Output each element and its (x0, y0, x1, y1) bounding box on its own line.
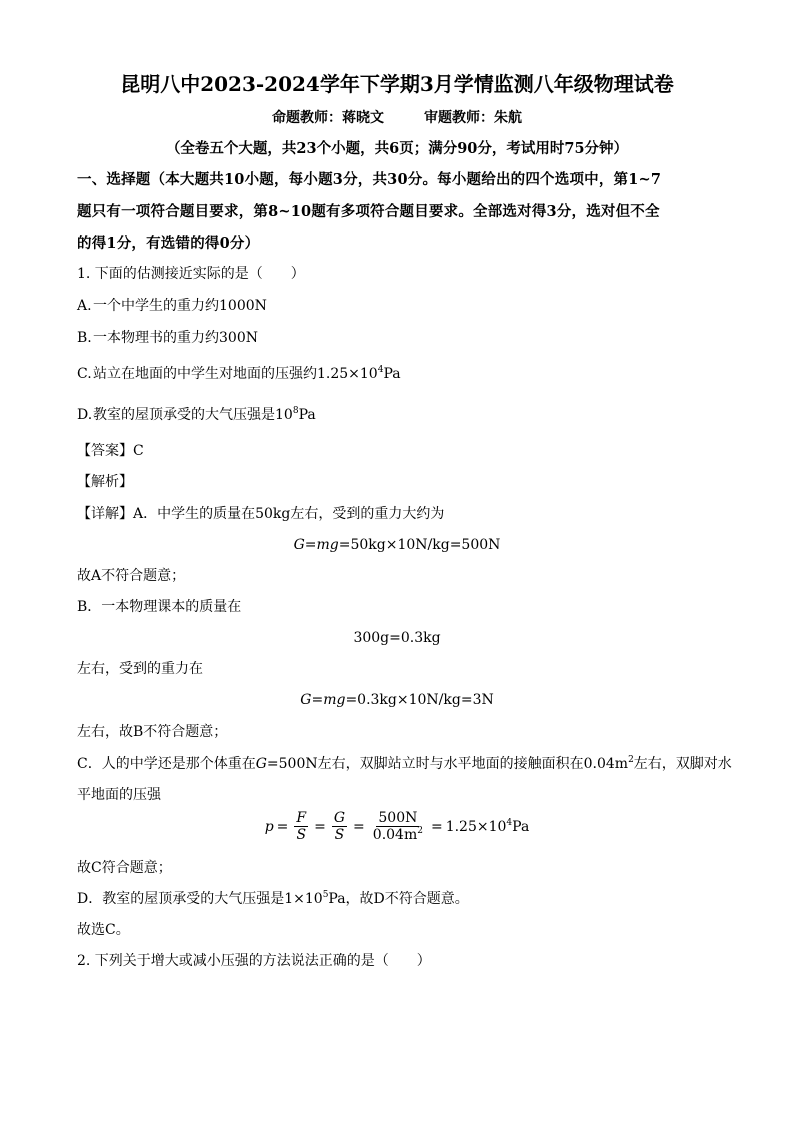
b-mass: 300g=0.3kg (353, 630, 441, 646)
d-line (77, 889, 469, 909)
option-text: 教室的屋顶承受的大气压强是 (93, 407, 275, 423)
numerator-value: 500N (378, 810, 418, 826)
formula-gravity-a (0, 535, 794, 555)
option-value: 1.25×10 (317, 366, 378, 382)
option-unit: Pa (298, 407, 316, 423)
fraction-f-over-s (294, 810, 308, 843)
option-value: 10 (275, 407, 293, 423)
section-1-heading-line-3: 的得1分，有选错的得0分） (77, 235, 260, 252)
question-1-option-a (77, 296, 267, 316)
answer-tag: 【答案】 (77, 443, 133, 459)
formula-rest: =0.3kg×10N/kg=3N (345, 692, 494, 708)
reviewer-name: 审题教师：朱航 (424, 110, 522, 126)
c-text-c: 左右，双脚对水 (633, 756, 732, 772)
fraction-g-over-s (332, 810, 347, 843)
detail-intro: 【详解】A．中学生的质量在50kg左右，受到的重力大约为 (77, 506, 445, 522)
pressure-result (446, 819, 530, 835)
question-1-option-c (77, 364, 401, 384)
result-unit: Pa (512, 818, 530, 835)
d-text-b: Pa，故D不符合题意。 (328, 891, 469, 907)
a-conclusion: 故A不符合题意； (77, 568, 186, 584)
equals-sign: = (304, 537, 317, 553)
exam-summary: （全卷五个大题，共23个小题，共6页；满分90分，考试用时75分钟） (165, 140, 629, 157)
question-2-stem: 2. 下列关于增大或减小压强的方法说法正确的是（ ） (77, 953, 431, 969)
section-1-heading-line-2: 题只有一项符合题目要求，第8~10题有多项符合题目要求。全部选对得3分，选对但不全 (77, 203, 660, 220)
c-text-b: =500N左右，双脚站立时与水平地面的接触面积在0.04m (266, 756, 629, 772)
formula-gravity-b (0, 690, 794, 710)
numerator-g: G (333, 810, 346, 826)
option-unit: Pa (383, 366, 401, 382)
question-1-option-b (77, 328, 258, 348)
page-title: 昆明八中2023-2024学年下学期3月学情监测八年级物理试卷 (120, 72, 674, 96)
equals-sign: = (276, 818, 289, 835)
formula-rest: =50kg×10N/kg=500N (338, 537, 501, 553)
d-exponent: 5 (322, 890, 329, 900)
c-line-1 (77, 754, 732, 774)
formula-pressure (0, 810, 794, 843)
option-text: 一个中学生的重力约1000N (93, 298, 267, 314)
c-text-a: C．人的中学还是那个体重在 (77, 756, 256, 772)
symbol-p: p (264, 818, 274, 835)
b-conclusion: 左右，故B不符合题意； (77, 724, 228, 740)
result-value: 1.25×10 (445, 818, 507, 835)
analysis-tag: 【解析】 (77, 474, 133, 490)
option-text: 站立在地面的中学生对地面的压强约 (93, 366, 317, 382)
option-letter: D. (77, 407, 93, 423)
result-exponent: 4 (506, 817, 513, 828)
fraction-values (371, 810, 425, 843)
b-intro: B．一本物理课本的质量在 (77, 599, 242, 615)
question-1-stem: 1. 下面的估测接近实际的是（ ） (77, 266, 305, 282)
answer-line (77, 441, 144, 461)
denominator-s: S (296, 827, 307, 843)
option-exponent: 8 (292, 406, 299, 416)
equals-sign: = (353, 818, 365, 835)
symbol-g: G (255, 756, 267, 772)
symbol-g: G (300, 692, 312, 708)
numerator-f: F (296, 810, 307, 826)
area-exponent: 2 (628, 755, 634, 765)
section-1-heading-line-1: 一、选择题（本大题共10小题，每小题3分，共30分。每小题给出的四个选项中，第1~7 (77, 171, 662, 188)
option-text: 一本物理书的重力约300N (93, 330, 258, 346)
equals-sign: = (311, 692, 324, 708)
equals-sign: = (430, 818, 443, 835)
teachers-line (0, 108, 794, 128)
c-conclusion: 故C符合题意； (77, 860, 172, 876)
equals-sign: = (314, 818, 326, 835)
denominator-number: 0.04m (372, 827, 418, 843)
setter-name: 命题教师：蒋晓文 (272, 110, 384, 126)
choice-conclusion: 故选C。 (77, 922, 130, 938)
denominator-exponent: 2 (417, 826, 423, 836)
denominator-s: S (334, 827, 345, 843)
d-text-a: D．教室的屋顶承受的大气压强是1×10 (77, 891, 323, 907)
denominator-value (371, 827, 425, 843)
symbol-mg: mg (323, 692, 346, 708)
b-middle: 左右，受到的重力在 (77, 661, 203, 677)
question-1-option-d (77, 405, 316, 425)
symbol-g: G (293, 537, 305, 553)
symbol-mg: mg (316, 537, 339, 553)
c-line-2: 平地面的压强 (77, 787, 161, 803)
answer-value: C (133, 443, 144, 459)
option-letter: B. (77, 330, 92, 346)
option-letter: A. (77, 298, 92, 314)
option-letter: C. (77, 366, 92, 382)
option-exponent: 4 (377, 365, 384, 375)
